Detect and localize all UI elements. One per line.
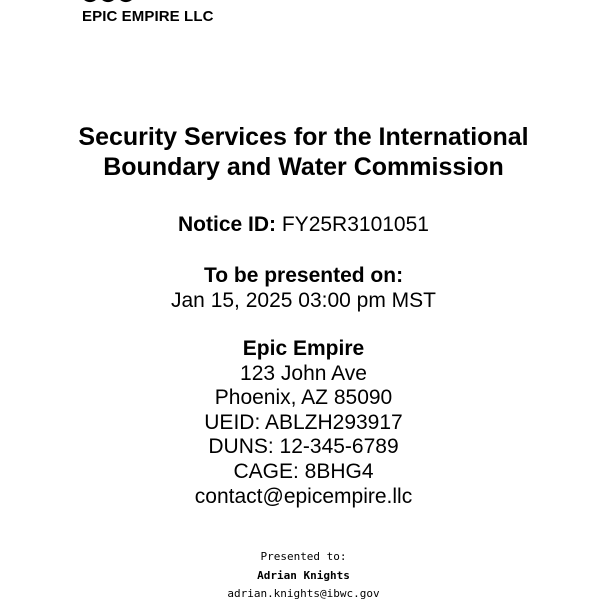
recipient-block (0, 548, 607, 604)
document-title (0, 122, 607, 182)
vendor-name: Epic Empire (242, 337, 365, 360)
vendor-city-state-zip: Phoenix, AZ 85090 (214, 386, 393, 410)
company-logo-icon (82, 0, 134, 4)
title-line-2: Boundary and Water Commission (103, 153, 504, 181)
company-header (82, 0, 222, 30)
recipient-label: Presented to: (260, 550, 347, 563)
title-line-1: Security Services for the International (78, 123, 529, 151)
vendor-duns: DUNS: 12-345-6789 (208, 435, 399, 459)
notice-id-value: FY25R3101051 (281, 213, 429, 236)
recipient-email: adrian.knights@ibwc.gov (227, 587, 380, 600)
notice-id-label: Notice ID: (178, 213, 277, 236)
notice-id-line (0, 211, 607, 239)
presented-on-label: To be presented on: (203, 264, 404, 287)
vendor-street: 123 John Ave (240, 361, 367, 385)
vendor-block (0, 337, 607, 509)
presented-on-date: Jan 15, 2025 03:00 pm MST (171, 289, 436, 312)
vendor-email: contact@epicempire.llc (194, 484, 413, 508)
vendor-cage: CAGE: 8BHG4 (233, 459, 374, 483)
company-name: EPIC EMPIRE LLC (82, 8, 214, 25)
recipient-name: Adrian Knights (257, 568, 350, 582)
vendor-ueid: UEID: ABLZH293917 (204, 410, 403, 434)
